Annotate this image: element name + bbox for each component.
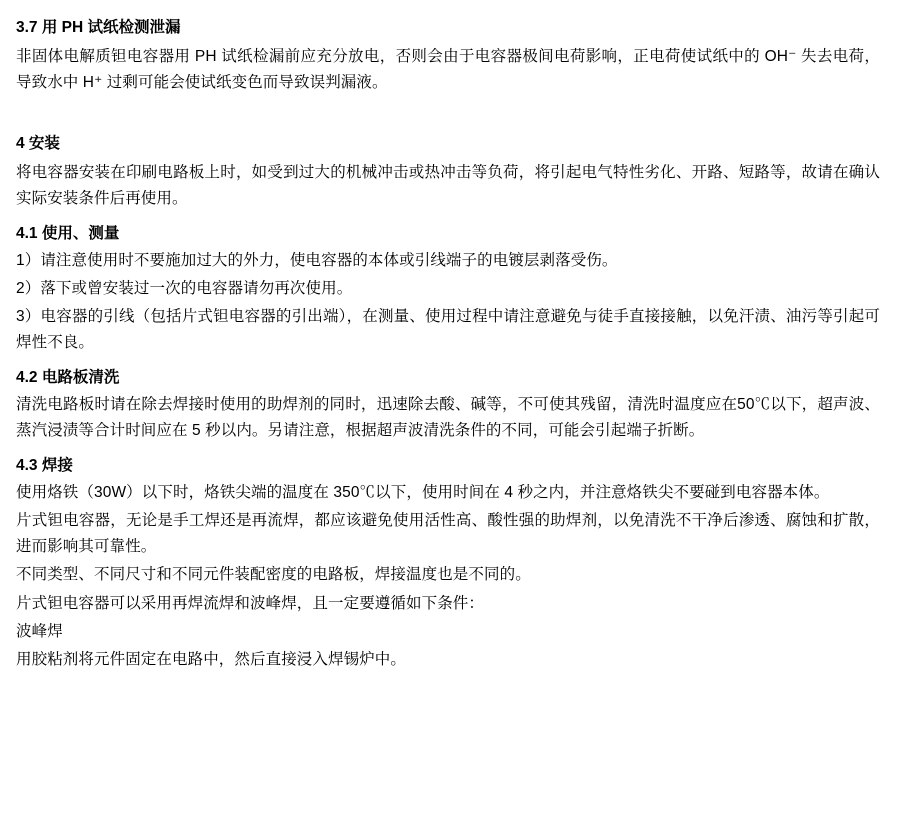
section-heading-4: 4 安装 bbox=[16, 135, 60, 153]
list-item: 2）落下或曾安装过一次的电容器请勿再次使用。 bbox=[16, 280, 353, 298]
section-body-3-7 bbox=[16, 44, 880, 96]
list-item: 1）请注意使用时不要施加过大的外力，使电容器的本体或引线端子的电镀层剥落受伤。 bbox=[16, 252, 618, 270]
paragraph: 将电容器安装在印刷电路板上时，如受到过大的机械冲击或热冲击等负荷，将引起电气特性劣化、开路、短路等，故请在确认实际安装条件后再使用。 bbox=[16, 164, 880, 208]
section-heading-4-2: 4.2 电路板清洗 bbox=[16, 369, 120, 387]
paragraph: 用胶粘剂将元件固定在电路中，然后直接浸入焊锡炉中。 bbox=[16, 650, 407, 668]
section-body-4-2 bbox=[16, 392, 880, 444]
paragraph: 片式钽电容器，无论是手工焊还是再流焊，都应该避免使用活性高、酸性强的助焊剂，以免清洗不干净后渗透、腐蚀和扩散，进而影响其可靠性。 bbox=[16, 512, 880, 556]
section-heading-4-3: 4.3 焊接 bbox=[16, 457, 73, 475]
paragraph: 片式钽电容器可以采用再焊流焊和波峰焊，且一定要遵循如下条件： bbox=[16, 594, 485, 612]
section-body-4 bbox=[16, 160, 880, 212]
paragraph: 使用烙铁（30W）以下时，烙铁尖端的温度在 350℃以下，使用时间在 4 秒之内，并注意烙铁尖不要碰到电容器本体。 bbox=[16, 484, 830, 502]
paragraph: 非固体电解质钽电容器用 PH 试纸检漏前应充分放电，否则会由于电容器极间电荷影响，正电荷使试纸中的 OH⁻ 失去电荷，导致水中 H⁺ 过剩可能会使试纸变色而导致误判漏液。 bbox=[16, 48, 880, 92]
section-heading-3-7: 3.7 用 PH 试纸检测泄漏 bbox=[16, 19, 181, 36]
section-body-4-3 bbox=[16, 480, 880, 672]
section-spacer bbox=[16, 98, 880, 110]
paragraph: 清洗电路板时请在除去焊接时使用的助焊剂的同时，迅速除去酸、碱等，不可使其残留，清洗时温度应在50℃以下，超声波、蒸汽浸渍等合计时间应在 5 秒以内。另请注意，根据超声波清洗条件的不同，可能会引起端子折断。 bbox=[16, 396, 880, 440]
section-heading-4-1: 4.1 使用、测量 bbox=[16, 225, 120, 243]
paragraph: 波峰焊 bbox=[16, 622, 63, 640]
paragraph: 不同类型、不同尺寸和不同元件装配密度的电路板，焊接温度也是不同的。 bbox=[16, 566, 531, 584]
section-body-4-1 bbox=[16, 248, 880, 356]
list-item: 3）电容器的引线（包括片式钽电容器的引出端），在测量、使用过程中请注意避免与徒手直接接触，以免汗渍、油污等引起可焊性不良。 bbox=[16, 308, 880, 352]
